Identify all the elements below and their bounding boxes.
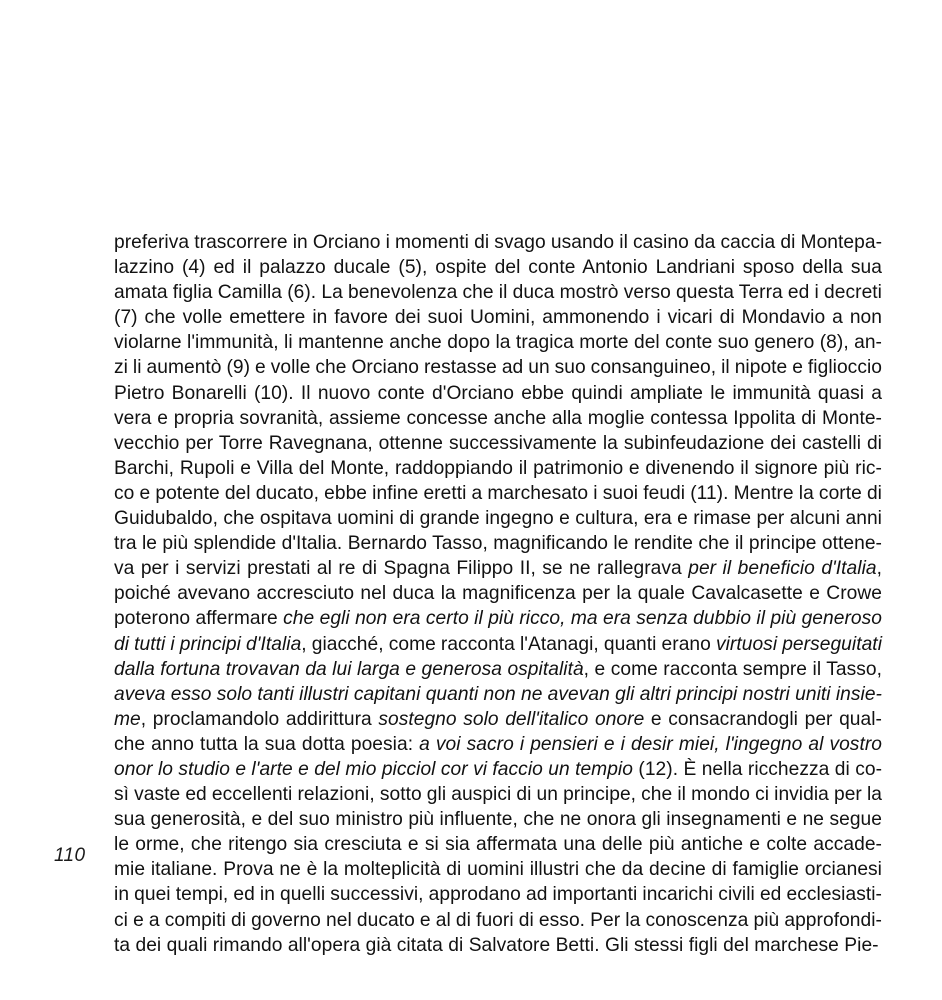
text-line bbox=[114, 682, 882, 707]
text-line bbox=[114, 431, 882, 456]
text-line bbox=[114, 632, 882, 657]
page-number: 110 bbox=[54, 845, 86, 866]
text-line bbox=[114, 707, 882, 732]
text-line bbox=[114, 230, 882, 255]
emphasis-text: a voi sacro i pensieri e i desir miei, l'ingegno al vostro bbox=[419, 733, 882, 755]
plain-text: poterono affermare bbox=[114, 608, 284, 630]
plain-text: le orme, che ritengo sia cresciuta e si sia affermata una delle più antiche e colte accade- bbox=[114, 834, 882, 856]
text-line bbox=[114, 882, 882, 907]
plain-text: Guidubaldo, che ospitava uomini di grande ingegno e cultura, era e rimase per alcuni anni bbox=[114, 508, 882, 530]
plain-text: Barchi, Rupoli e Villa del Monte, raddoppiando il patrimonio e divenendo il signore più ric- bbox=[114, 457, 882, 479]
plain-text: sì vaste ed eccellenti relazioni, sotto gli auspici di un principe, che il mondo ci invidia per la bbox=[114, 784, 882, 806]
plain-text: (7) che volle emettere in favore dei suoi Uomini, ammonendo i vicari di Mondavio a non bbox=[114, 307, 883, 329]
text-line bbox=[114, 657, 882, 682]
text-line bbox=[114, 757, 882, 782]
emphasis-text: me bbox=[114, 708, 141, 730]
emphasis-text: che egli non era certo il più ricco, ma era senza dubbio il più generoso bbox=[283, 608, 882, 630]
plain-text: che anno tutta la sua dotta poesia: bbox=[114, 733, 420, 755]
plain-text: lazzino (4) ed il palazzo ducale (5), ospite del conte Antonio Landriani sposo della sua bbox=[114, 257, 882, 279]
emphasis-text: aveva esso solo tanti illustri capitani quanti non ne avevan gli altri principi nostri uniti insie- bbox=[114, 683, 882, 705]
text-line bbox=[114, 581, 882, 606]
text-line bbox=[114, 732, 882, 757]
plain-text: sua generosità, e del suo ministro più influente, che ne onora gli insegnamenti e ne segue bbox=[114, 809, 882, 831]
text-line bbox=[114, 456, 882, 481]
emphasis-text: dalla fortuna trovavan da lui larga e generosa ospitalità bbox=[114, 658, 584, 680]
plain-text: tra le più splendide d'Italia. Bernardo Tasso, magnificando le rendite che il principe ottene- bbox=[114, 533, 882, 555]
plain-text: amata figlia Camilla (6). La benevolenza che il duca mostrò verso questa Terra ed i decreti bbox=[114, 282, 882, 304]
plain-text: , bbox=[876, 558, 882, 580]
emphasis-text: per il beneficio d'Italia bbox=[688, 558, 877, 580]
text-line bbox=[114, 908, 882, 933]
text-line bbox=[114, 807, 882, 832]
text-line bbox=[114, 531, 882, 556]
text-line bbox=[114, 406, 882, 431]
emphasis-text: virtuosi perseguitati bbox=[715, 633, 883, 655]
plain-text: , giacché, come racconta l'Atanagi, quanti erano bbox=[301, 633, 716, 655]
plain-text: ta dei quali rimando all'opera già citata di Salvatore Betti. Gli stessi figli del marchese Pie- bbox=[114, 934, 879, 956]
body-text-block bbox=[114, 230, 882, 958]
emphasis-text: sostegno solo dell'italico onore bbox=[378, 708, 645, 730]
plain-text: , proclamandolo addirittura bbox=[140, 708, 379, 730]
text-line bbox=[114, 481, 882, 506]
text-line bbox=[114, 280, 882, 305]
text-line bbox=[114, 506, 882, 531]
plain-text: preferiva trascorrere in Orciano i momenti di svago usando il casino da caccia di Montepa- bbox=[114, 232, 883, 253]
plain-text: co e potente del ducato, ebbe infine eretti a marchesato i suoi feudi (11). Mentre la corte di bbox=[114, 482, 882, 504]
text-line bbox=[114, 782, 882, 807]
plain-text: ci e a compiti di governo nel ducato e al di fuori di esso. Per la conoscenza più approfondi- bbox=[114, 909, 882, 931]
text-line bbox=[114, 255, 882, 280]
plain-text: (12). È nella ricchezza di co- bbox=[632, 758, 883, 780]
text-line bbox=[114, 330, 882, 355]
plain-text: , e come racconta sempre il Tasso, bbox=[583, 658, 882, 680]
plain-text: violarne l'immunità, li mantenne anche dopo la tragica morte del conte suo genero (8), an- bbox=[114, 332, 882, 354]
text-line bbox=[114, 606, 882, 631]
plain-text: vera e propria sovranità, assieme concesse anche alla moglie contessa Ippolita di Monte- bbox=[114, 407, 882, 429]
plain-text: poiché avevano accresciuto nel duca la magnificenza per la quale Cavalcasette e Crowe bbox=[114, 583, 882, 605]
text-line bbox=[114, 832, 882, 857]
plain-text: Pietro Bonarelli (10). Il nuovo conte d'Orciano ebbe quindi ampliate le immunità quasi a bbox=[114, 382, 882, 404]
text-line bbox=[114, 355, 882, 380]
text-line bbox=[114, 305, 882, 330]
text-line bbox=[114, 857, 882, 882]
plain-text: in quei tempi, ed in quelli successivi, approdano ad importanti incarichi civili ed ecclesiasti- bbox=[114, 884, 882, 906]
emphasis-text: onor lo studio e l'arte e del mio picciol cor vi faccio un tempio bbox=[114, 758, 633, 780]
emphasis-text: di tutti i principi d'Italia bbox=[114, 633, 302, 655]
plain-text: va per i servizi prestati al re di Spagna Filippo II, se ne rallegrava bbox=[114, 558, 689, 580]
plain-text: e consacrandogli per qual- bbox=[644, 708, 882, 730]
plain-text: zi li aumentò (9) e volle che Orciano restasse ad un suo consanguineo, il nipote e figlioccio bbox=[114, 357, 882, 379]
plain-text: mie italiane. Prova ne è la molteplicità di uomini illustri che da decine di famiglie orcianesi bbox=[114, 859, 882, 881]
plain-text: vecchio per Torre Ravegnana, ottenne successivamente la subinfeudazione dei castelli di bbox=[114, 432, 882, 454]
text-line bbox=[114, 933, 882, 958]
text-line bbox=[114, 381, 882, 406]
text-line bbox=[114, 556, 882, 581]
